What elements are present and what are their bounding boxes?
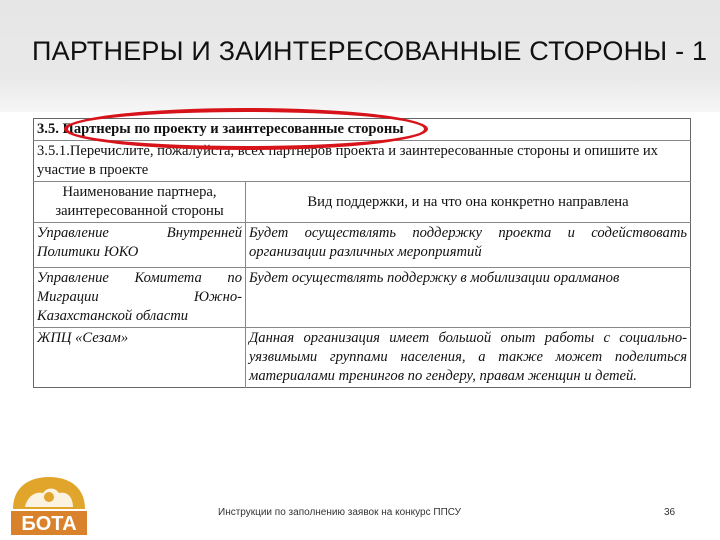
partner-name: ЖПЦ «Сезам» (34, 328, 246, 388)
question-cell (34, 141, 691, 182)
column-header-partner: Наименование партнера, заинтересованной стороны (34, 182, 246, 223)
page-number: 36 (664, 507, 676, 518)
question-text: 3.5.1.Перечислите, пожалуйста, всех партнеров проекта и заинтересованные стороны и опишите их участие в проекте (37, 143, 658, 178)
column-header-support: Вид поддержки, и на что она конкретно направлена (246, 182, 691, 223)
logo-figure-head (44, 492, 54, 502)
support-description: Данная организация имеет большой опыт работы с социально-уязвимыми группами населения, а также может поделиться материалами тренингов по гендеру, правам женщин и детей. (249, 330, 687, 384)
table-row (34, 328, 691, 388)
section-heading: 3.5. Партнеры по проекту и заинтересованные стороны (37, 121, 404, 137)
support-description: Будет осуществлять поддержку проекта и содействовать организации различных мероприятий (249, 225, 687, 260)
partner-name: Управление Комитета по Миграции Южно-Казахстанской области (34, 268, 246, 328)
table-row (34, 268, 691, 328)
red-highlight-oval (64, 108, 428, 150)
application-form-table (33, 118, 691, 388)
logo-text: БОТА (21, 513, 77, 535)
slide-title: ПАРТНЕРЫ И ЗАИНТЕРЕСОВАННЫЕ СТОРОНЫ - 1 (32, 36, 708, 66)
support-description: Будет осуществлять поддержку в мобилизации оралманов (246, 268, 691, 328)
bota-logo (7, 475, 91, 537)
partner-name: Управление Внутренней Политики ЮКО (34, 223, 246, 264)
slide-header (0, 0, 720, 112)
footer-caption: Инструкции по заполнению заявок на конкурс ППСУ (218, 507, 461, 518)
table-row (34, 223, 691, 264)
